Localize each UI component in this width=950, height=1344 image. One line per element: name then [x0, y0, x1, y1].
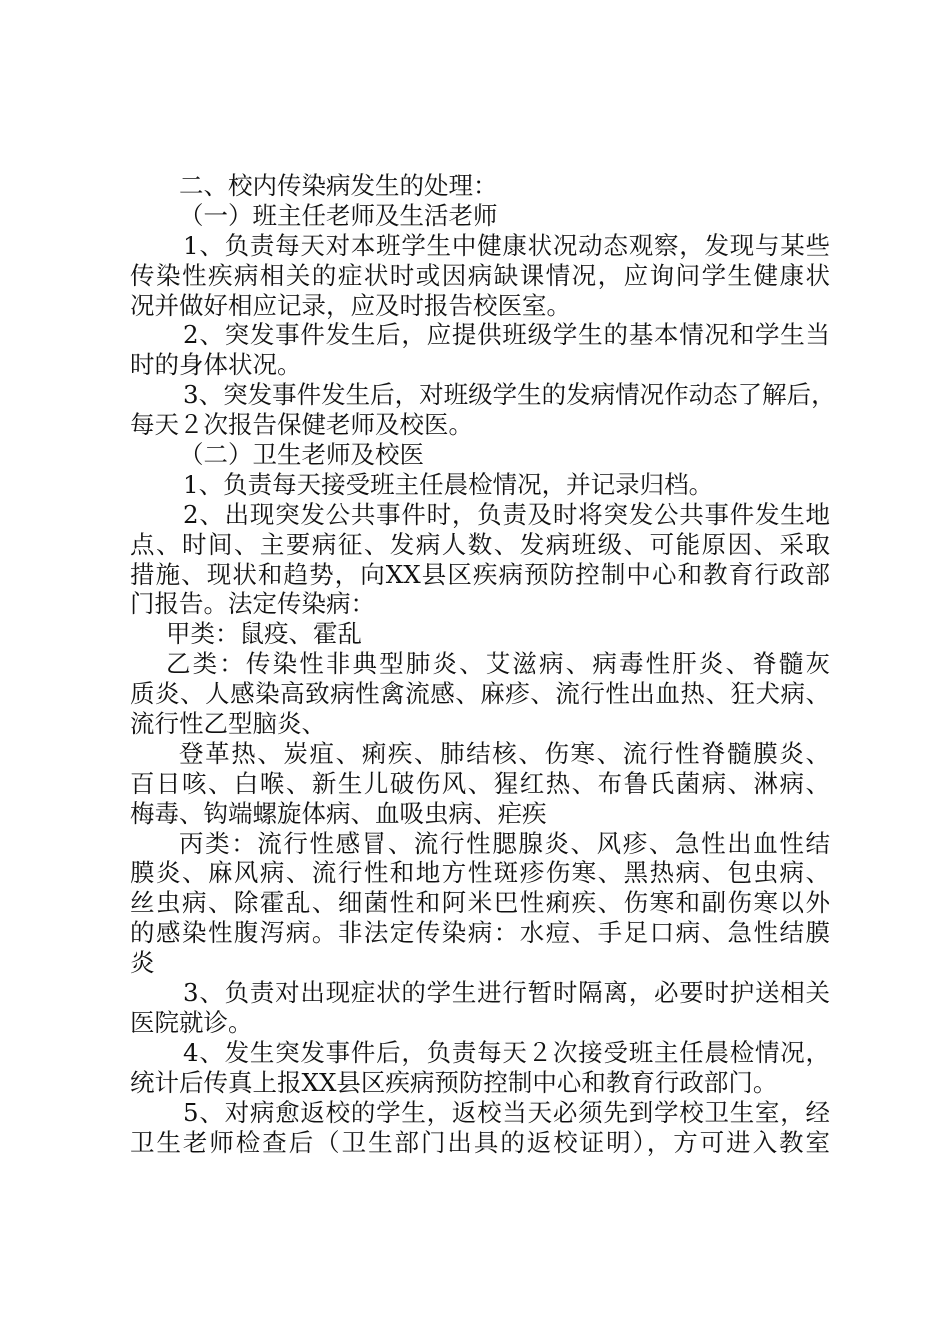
paragraph-line: 丙类：流行性感冒、流行性腮腺炎、风疹、急性出血性结 [179, 828, 830, 858]
document-body [130, 171, 836, 1157]
paragraph-line: 点、时间、主要病征、发病人数、发病班级、可能原因、采取 [130, 529, 830, 559]
paragraph-line: 膜炎、麻风病、流行性和地方性斑疹伤寒、黑热病、包虫病、 [130, 858, 830, 888]
paragraph-line: 3、突发事件发生后，对班级学生的发病情况作动态了解后， [183, 380, 836, 410]
paragraph-line: 2、突发事件发生后，应提供班级学生的基本情况和学生当 [183, 320, 830, 350]
paragraph-line: 流行性乙型脑炎、 [130, 709, 326, 739]
paragraph-line: 梅毒、钩端螺旋体病、血吸虫病、疟疾 [130, 798, 547, 828]
paragraph-line: 4、发生突发事件后，负责每天２次接受班主任晨检情况， [183, 1037, 830, 1067]
paragraph-line: 每天２次报告保健老师及校医。 [130, 410, 473, 440]
paragraph-line: 5、对病愈返校的学生，返校当天必须先到学校卫生室，经 [183, 1097, 830, 1127]
paragraph-line: 时的身体状况。 [130, 350, 302, 380]
paragraph-line: 传染性疾病相关的症状时或因病缺课情况，应询问学生健康状 [130, 260, 830, 290]
paragraph-line: 3、负责对出现症状的学生进行暂时隔离，必要时护送相关 [183, 978, 830, 1008]
paragraph-line: 医院就诊。 [130, 1007, 253, 1037]
paragraph-line: 卫生老师检查后（卫生部门出具的返校证明），方可进入教室 [130, 1127, 830, 1157]
paragraph-line: 况并做好相应记录，应及时报告校医室。 [130, 290, 571, 320]
paragraph-line: 丝虫病、除霍乱、细菌性和阿米巴性痢疾、伤寒和副伤寒以外 [130, 888, 830, 918]
section-heading: 二、校内传染病发生的处理： [179, 171, 498, 200]
paragraph-line: 百日咳、白喉、新生儿破伤风、猩红热、布鲁氏菌病、淋病、 [130, 768, 830, 798]
paragraph-line: 的感染性腹泻病。非法定传染病：水痘、手足口病、急性结膜 [130, 918, 830, 948]
paragraph-line: 措施、现状和趋势，向XX县区疾病预防控制中心和教育行政部 [130, 559, 830, 589]
class-a-diseases: 甲类：鼠疫、霍乱 [166, 619, 362, 649]
paragraph-line: 统计后传真上报XX县区疾病预防控制中心和教育行政部门。 [130, 1067, 778, 1097]
subheading-school-doctor: （二）卫生老师及校医 [179, 440, 424, 470]
paragraph-line: 乙类：传染性非典型肺炎、艾滋病、病毒性肝炎、脊髓灰 [166, 649, 830, 679]
paragraph-line: 2、出现突发公共事件时，负责及时将突发公共事件发生地 [183, 499, 830, 529]
paragraph-line: 登革热、炭疽、痢疾、肺结核、伤寒、流行性脊髓膜炎、 [179, 738, 830, 768]
paragraph-line: 1、负责每天对本班学生中健康状况动态观察，发现与某些 [183, 230, 830, 260]
paragraph-line: 质炎、人感染高致病性禽流感、麻疹、流行性出血热、狂犬病、 [130, 679, 830, 709]
subheading-class-teacher: （一）班主任老师及生活老师 [179, 200, 498, 230]
paragraph-line: 炎 [130, 948, 155, 978]
paragraph-line: 门报告。法定传染病： [130, 589, 375, 619]
paragraph-line: 1、负责每天接受班主任晨检情况，并记录归档。 [183, 469, 714, 499]
